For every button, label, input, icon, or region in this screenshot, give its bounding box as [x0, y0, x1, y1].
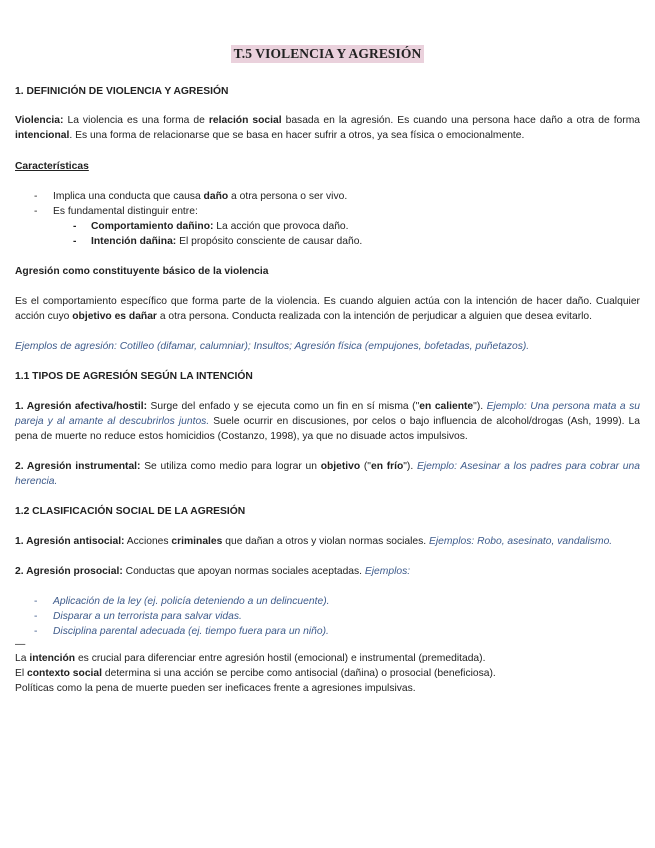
tipos-heading: 1.1 TIPOS DE AGRESIÓN SEGÚN LA INTENCIÓN: [15, 371, 253, 382]
def-text-2: basada en la agresión. Es cuando una persona hace daño a otra de forma: [281, 115, 641, 126]
definition-paragraph: [15, 113, 640, 143]
summary-text: La: [15, 653, 30, 664]
agresion-text-2: a otra persona. Conducta realizada con la intención de perjudicar a alguien que desea evitarlo.: [156, 311, 592, 322]
dash-bullet: -: [73, 236, 77, 247]
tipo-text: Se utiliza como medio para lograr un: [140, 461, 321, 472]
clas-example: Ejemplos:: [364, 566, 411, 577]
page-title: T.5 VIOLENCIA Y AGRESIÓN: [231, 45, 425, 63]
tipo-text: Surge del enfado y se ejecuta como un fin en sí misma (": [147, 401, 420, 412]
summary-text: determina si una acción se percibe como antisocial (dañina) o prosocial (beneficiosa).: [102, 668, 496, 679]
tipo-example: Ejemplo: Una persona mata a su pareja y al amante al descubrirlos juntos.: [15, 401, 640, 427]
title-wrap: [15, 0, 640, 66]
clas-example: Ejemplos: Robo, asesinato, vandalismo.: [429, 536, 613, 547]
def-text-3: . Es una forma de relacionarse que se basa en hacer sufrir a otros, ya sea física o emocionalmente.: [69, 130, 525, 141]
list-item: [15, 189, 640, 204]
agresion-text-1: Es el comportamiento específico que forma parte de la violencia. Es cuando alguien actúa con la intención de hacer daño. Cualquier acción cuyo: [15, 296, 640, 322]
item-text: El propósito consciente de causar daño.: [176, 236, 363, 247]
antisocial-paragraph: [15, 534, 640, 549]
summary-text: El: [15, 668, 28, 679]
clas-text: Acciones: [124, 536, 172, 547]
list-item: [15, 594, 640, 609]
term-violencia: Violencia:: [15, 115, 64, 126]
tipo-hostil-paragraph: [15, 399, 640, 444]
item-bold: Intención dañina:: [91, 236, 177, 247]
item-text: Implica una conducta que causa: [53, 191, 204, 202]
example-text: Disciplina parental adecuada (ej. tiempo fuera para un niño).: [53, 626, 329, 637]
tipo-text: ").: [403, 461, 417, 472]
summary-bold: contexto social: [27, 668, 102, 679]
tipo-text: (": [360, 461, 371, 472]
item-bold: Comportamiento dañino:: [91, 221, 214, 232]
item-text: a otra persona o ser vivo.: [228, 191, 348, 202]
summary-line-3: Políticas como la pena de muerte pueden ser ineficaces frente a agresiones impulsivas.: [15, 683, 416, 694]
section-heading-definicion: 1. DEFINICIÓN DE VIOLENCIA Y AGRESIÓN: [15, 86, 229, 97]
clas-text: Conductas que apoyan normas sociales aceptadas.: [122, 566, 365, 577]
list-item: [15, 219, 640, 234]
agresion-examples: Ejemplos de agresión: Cotilleo (difamar, calumniar); Insultos; Agresión física (empujones, bofetadas, puñetazos).: [15, 341, 530, 352]
tipo-hostil-label: 1. Agresión afectiva/hostil:: [15, 401, 147, 412]
prosocial-examples-list: [15, 594, 640, 639]
example-text: Aplicación de la ley (ej. policía deteniendo a un delincuente).: [53, 596, 330, 607]
clas-bold: criminales: [171, 536, 223, 547]
agresion-heading: Agresión como constituyente básico de la violencia: [15, 266, 269, 277]
tipo-example: Ejemplo: Asesinar a los padres para cobrar una herencia.: [15, 461, 640, 487]
prosocial-label: 2. Agresión prosocial:: [15, 566, 123, 577]
list-item: [15, 234, 640, 249]
summary-line-1: [15, 651, 640, 666]
dash-bullet: -: [34, 206, 38, 217]
tipo-text: Suele ocurrir en discusiones, por celos o bajo influencia de alcohol/drogas (Ash, 1999). La pena de muerte no reduce estos homicidios (Costanzo, 1998), ya que no disuade actos impulsivos.: [15, 416, 640, 442]
tipo-bold: en frío: [370, 461, 404, 472]
item-text: Es fundamental distinguir entre:: [53, 206, 198, 217]
caracteristicas-sublist: [15, 219, 640, 249]
dash-bullet: -: [73, 221, 77, 232]
tipo-bold: objetivo: [320, 461, 361, 472]
dash-bullet: -: [34, 611, 38, 622]
summary-line-2: [15, 666, 640, 681]
clasificacion-heading: 1.2 CLASIFICACIÓN SOCIAL DE LA AGRESIÓN: [15, 506, 246, 517]
summary-text: es crucial para diferenciar entre agresión hostil (emocional) e instrumental (premeditada).: [75, 653, 486, 664]
summary-bold: intención: [29, 653, 76, 664]
clas-text: que dañan a otros y violan normas sociales.: [222, 536, 430, 547]
caracteristicas-list: [15, 189, 640, 219]
def-bold-1: relación social: [208, 115, 282, 126]
item-text: La acción que provoca daño.: [213, 221, 349, 232]
tipo-instrumental-label: 2. Agresión instrumental:: [15, 461, 141, 472]
tipo-bold: en caliente: [419, 401, 474, 412]
dash-bullet: -: [34, 596, 38, 607]
agresion-bold: objetivo es dañar: [72, 311, 157, 322]
list-item: [15, 204, 640, 219]
list-item: [15, 609, 640, 624]
antisocial-label: 1. Agresión antisocial:: [15, 536, 125, 547]
separator: —: [15, 639, 26, 650]
dash-bullet: -: [34, 191, 38, 202]
item-bold: daño: [203, 191, 229, 202]
prosocial-paragraph: [15, 564, 640, 579]
tipo-instrumental-paragraph: [15, 459, 640, 489]
agresion-paragraph: [15, 294, 640, 324]
dash-bullet: -: [34, 626, 38, 637]
example-text: Disparar a un terrorista para salvar vidas.: [53, 611, 242, 622]
def-bold-2: intencional: [15, 130, 70, 141]
caracteristicas-heading: Características: [15, 161, 89, 172]
def-text-1: La violencia es una forma de: [63, 115, 209, 126]
list-item: [15, 624, 640, 639]
tipo-text: ").: [473, 401, 487, 412]
